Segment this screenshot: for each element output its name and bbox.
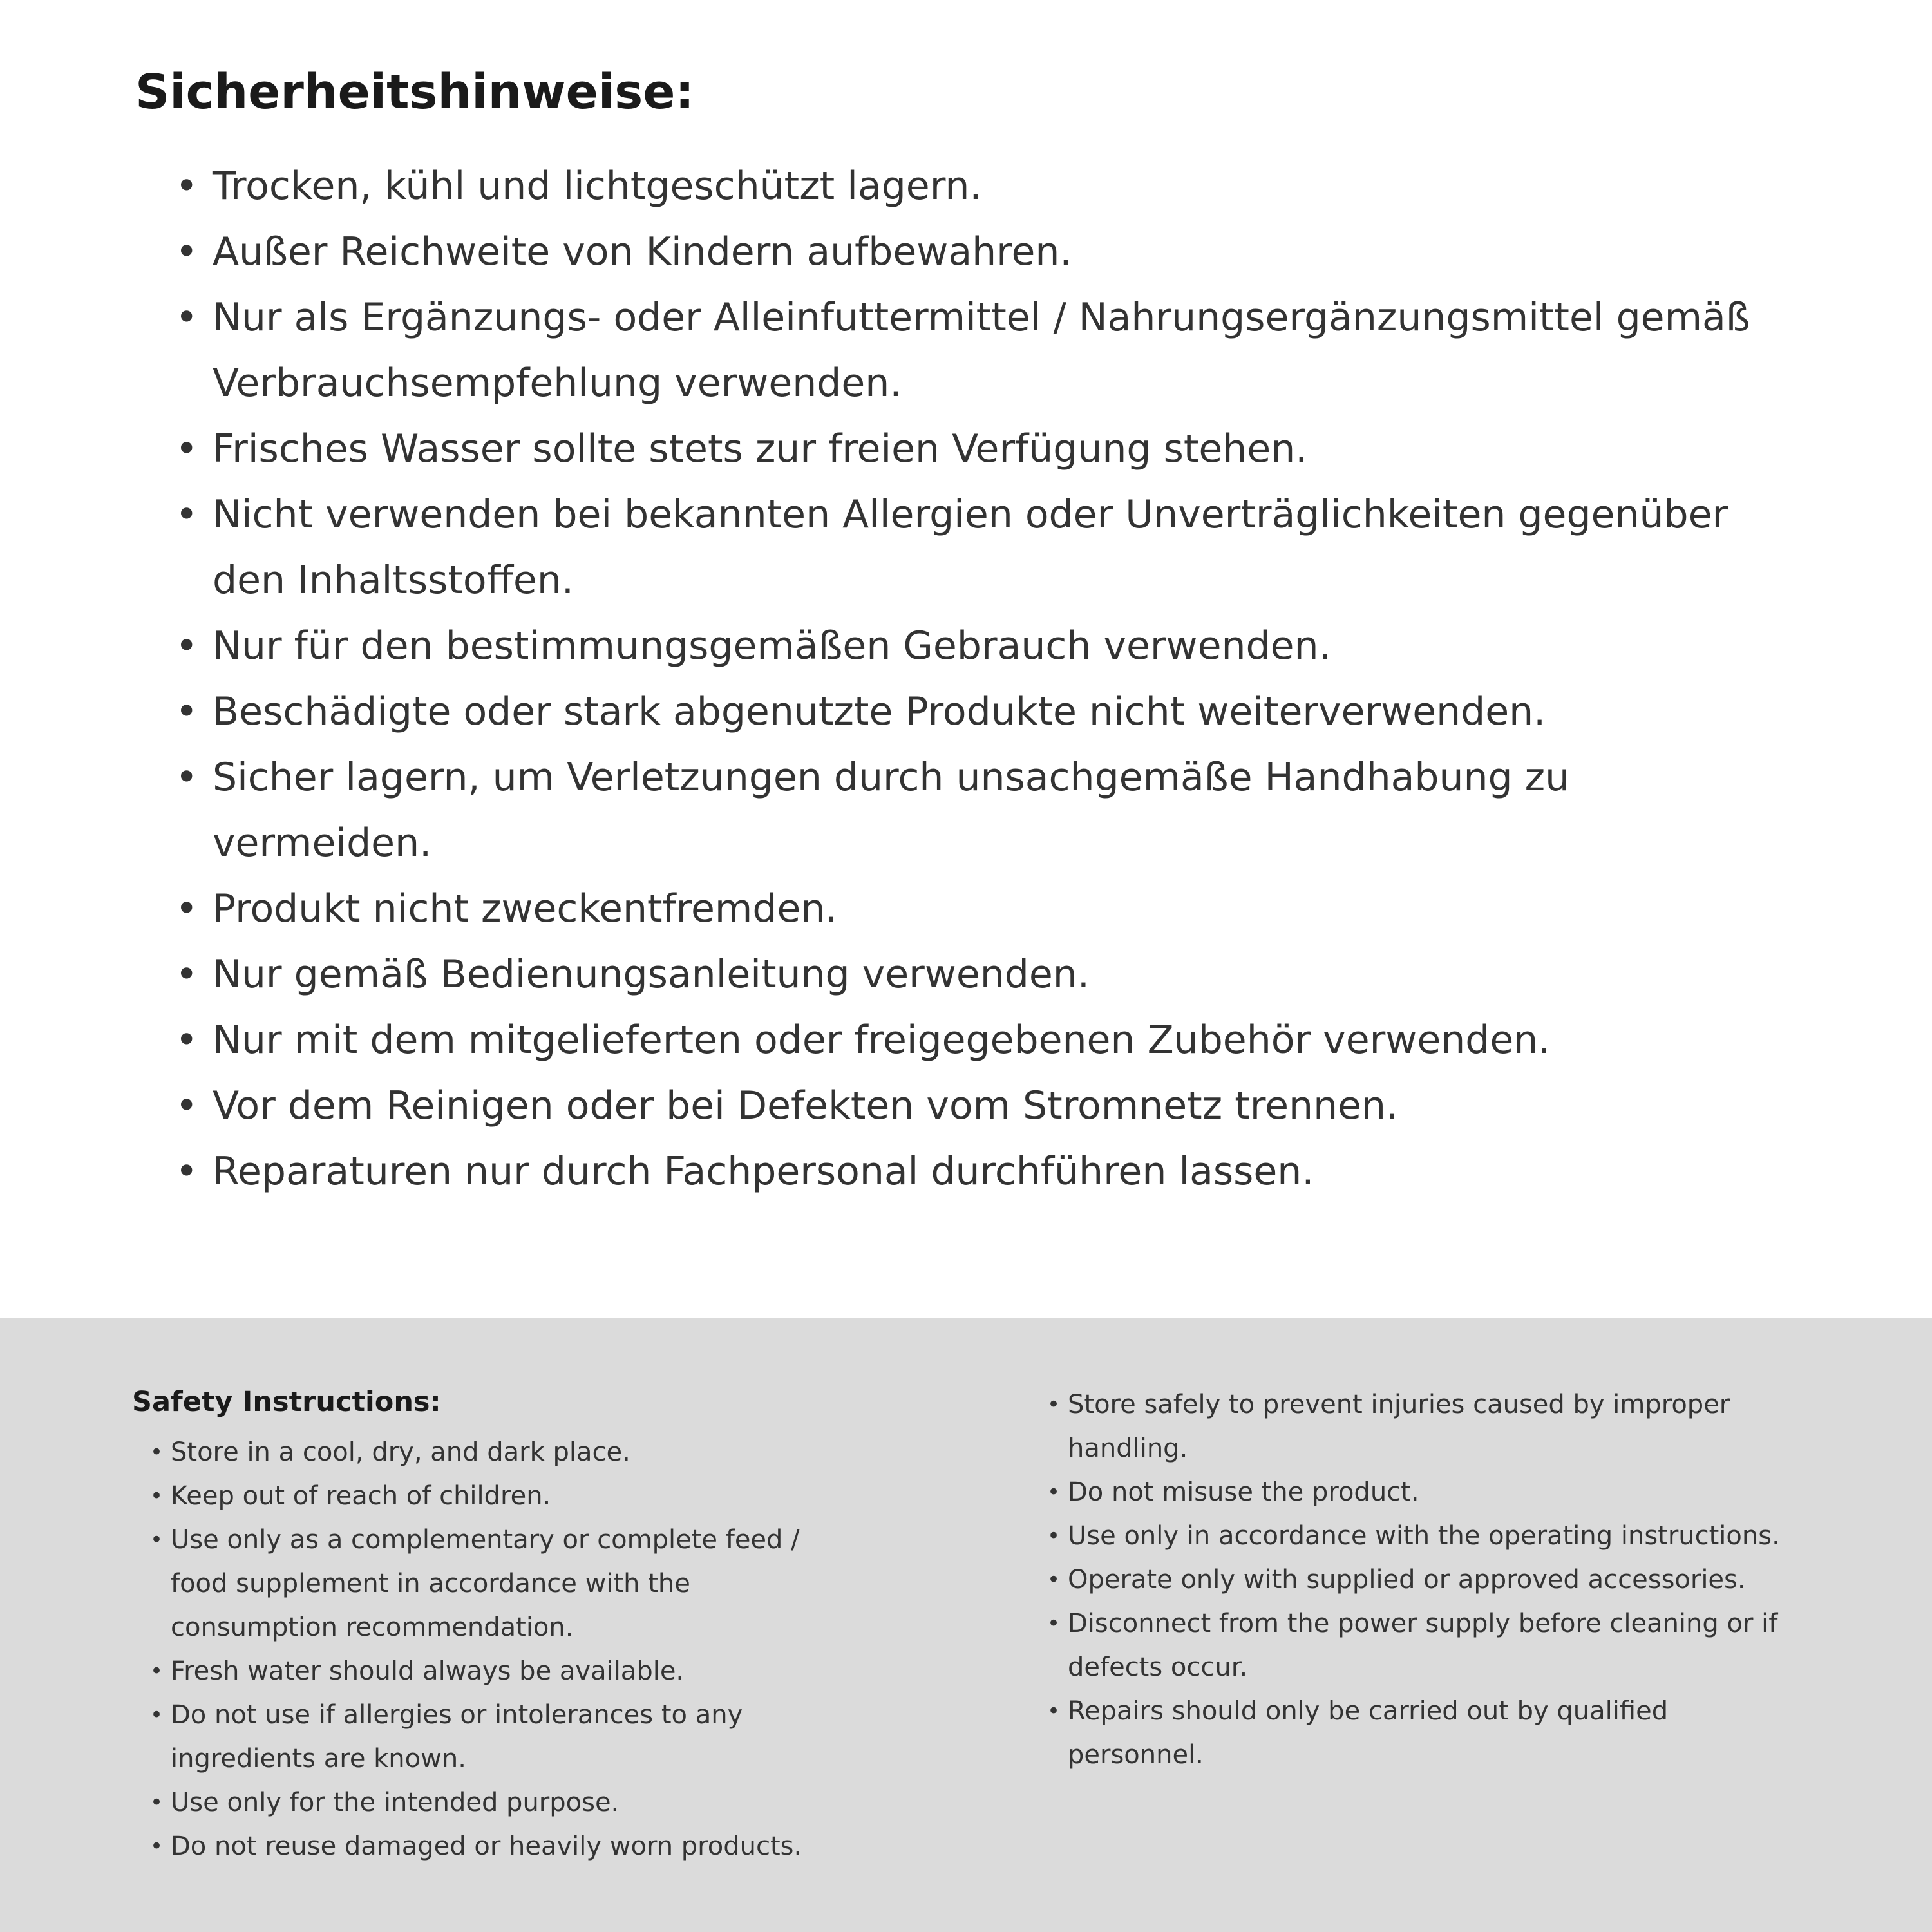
list-item: • Sicher lagern, um Verletzungen durch unsachgemäße Handhabung zu vermeiden.	[175, 744, 1763, 876]
list-item: • Trocken, kühl und lichtgeschützt lagern.	[175, 153, 1763, 219]
list-item: • Do not reuse damaged or heavily worn products.	[146, 1824, 858, 1868]
list-item: • Frisches Wasser sollte stets zur freien Verfügung stehen.	[175, 416, 1763, 482]
list-item: • Nicht verwenden bei bekannten Allergien oder Unverträglichkeiten gegenüber den Inhaltsstoffen.	[175, 482, 1763, 613]
english-left-list	[146, 1430, 880, 1868]
german-safety-list	[175, 153, 1763, 1204]
english-left-column	[132, 1383, 989, 1932]
list-item: • Produkt nicht zweckentfremden.	[175, 876, 1763, 942]
german-title: Sicherheitshinweise:	[135, 64, 695, 120]
list-item: • Use only as a complementary or complete feed / food supplement in accordance with the consumption recommendation.	[146, 1518, 858, 1649]
english-right-column	[1043, 1383, 1842, 1932]
english-safety-section	[0, 1318, 1932, 1932]
list-item: • Nur als Ergänzungs- oder Alleinfuttermittel / Nahrungsergänzungsmittel gemäß Verbrauchsempfehlung verwenden.	[175, 285, 1763, 416]
list-item: • Reparaturen nur durch Fachpersonal durchführen lassen.	[175, 1139, 1763, 1204]
list-item: • Nur mit dem mitgelieferten oder freigegebenen Zubehör verwenden.	[175, 1007, 1763, 1073]
list-item: • Repairs should only be carried out by qualified personnel.	[1043, 1689, 1781, 1777]
english-title: Safety Instructions:	[132, 1386, 441, 1418]
list-item: • Nur für den bestimmungsgemäßen Gebrauch verwenden.	[175, 613, 1763, 679]
list-item: • Use only in accordance with the operating instructions.	[1043, 1514, 1781, 1558]
english-right-list	[1043, 1383, 1781, 1777]
list-item: • Do not misuse the product.	[1043, 1470, 1781, 1514]
list-item: • Außer Reichweite von Kindern aufbewahren.	[175, 219, 1763, 285]
list-item: • Disconnect from the power supply before cleaning or if defects occur.	[1043, 1602, 1781, 1689]
list-item: • Vor dem Reinigen oder bei Defekten vom Stromnetz trennen.	[175, 1073, 1763, 1139]
list-item: • Do not use if allergies or intolerances to any ingredients are known.	[146, 1693, 858, 1781]
list-item: • Store safely to prevent injuries caused by improper handling.	[1043, 1383, 1781, 1470]
list-item: • Store in a cool, dry, and dark place.	[146, 1430, 858, 1474]
list-item: • Use only for the intended purpose.	[146, 1781, 858, 1824]
list-item: • Fresh water should always be available.	[146, 1649, 858, 1693]
list-item: • Operate only with supplied or approved accessories.	[1043, 1558, 1781, 1602]
list-item: • Nur gemäß Bedienungsanleitung verwenden.	[175, 942, 1763, 1007]
list-item: • Keep out of reach of children.	[146, 1474, 858, 1518]
list-item: • Beschädigte oder stark abgenutzte Produkte nicht weiterverwenden.	[175, 679, 1763, 744]
